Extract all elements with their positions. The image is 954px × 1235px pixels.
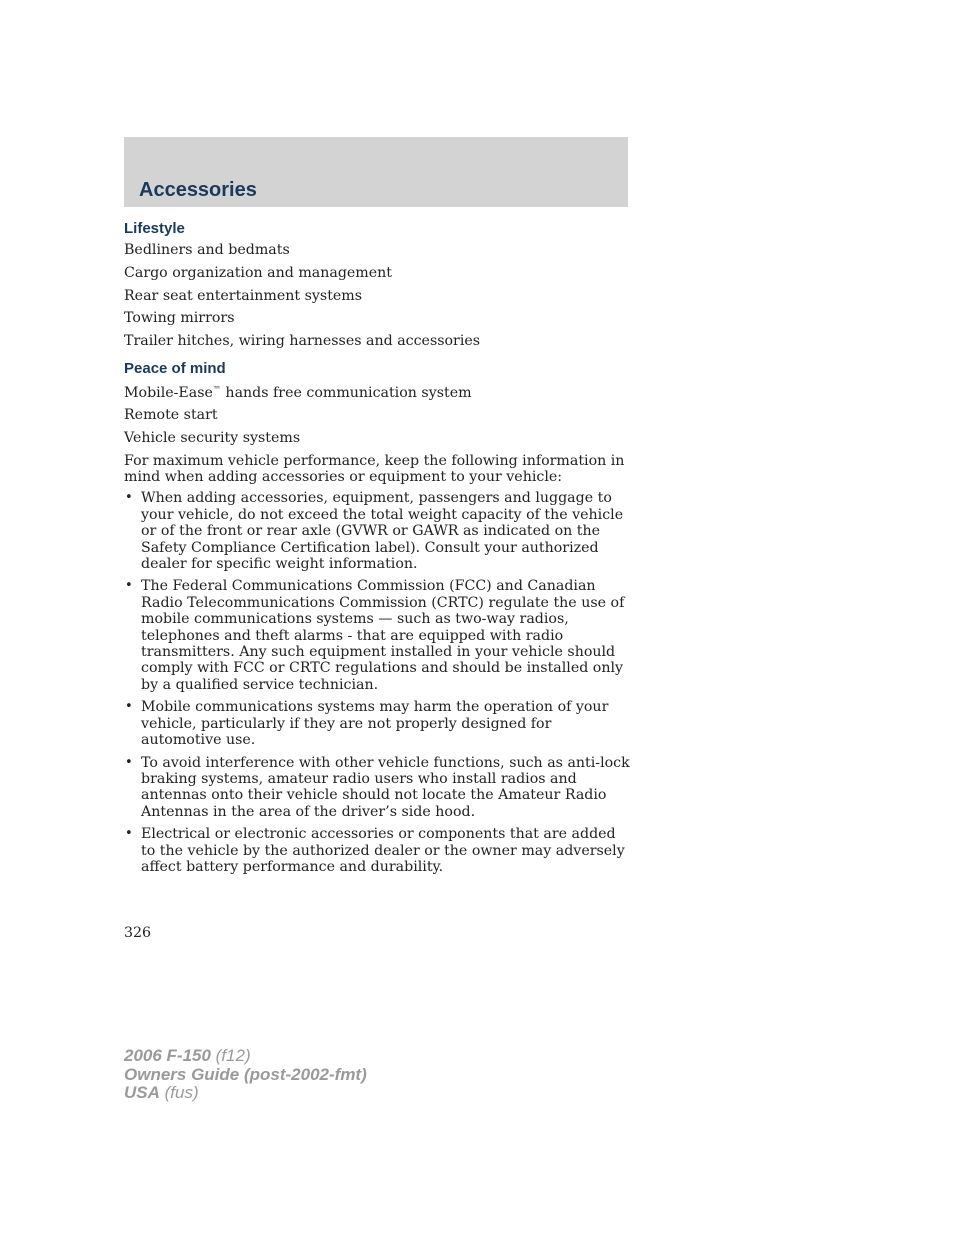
bullet-icon: •: [125, 754, 133, 770]
lifestyle-item: Rear seat entertainment systems: [124, 287, 363, 304]
peace-of-mind-heading: Peace of mind: [124, 359, 226, 377]
lifestyle-item: Trailer hitches, wiring harnesses and accessories: [124, 333, 481, 350]
bullet-text: Mobile communications systems may harm the operation of your vehicle, particularly if they are not properly designed for automotive use.: [141, 699, 609, 749]
bullet-icon: •: [125, 826, 133, 842]
footer-market-code: (fus): [159, 1083, 199, 1102]
bullet-icon: •: [125, 490, 133, 506]
bullet-item: [124, 490, 630, 572]
bullet-icon: •: [125, 699, 133, 715]
bullet-item: [124, 578, 630, 693]
bullet-list: [124, 490, 630, 875]
bullet-text: The Federal Communications Commission (FCC) and Canadian Radio Telecommunications Commission (CRTC) regulate the use of mobile communications systems — such as two-way radios, telephones and theft alarms - that are equipped with radio transmitters. Any such equipment installed in your vehicle should comply with FCC or CRTC regulations and should be installed only by a qualified service technician.: [141, 578, 625, 693]
mobile-ease-description: hands free communication system: [220, 384, 472, 401]
lifestyle-item: Towing mirrors: [124, 310, 235, 327]
lifestyle-item: Bedliners and bedmats: [124, 242, 290, 258]
peace-of-mind-item: Remote start: [124, 407, 218, 424]
bullet-item: [124, 699, 630, 748]
bullet-item: [124, 755, 630, 821]
lifestyle-list: [124, 242, 630, 350]
peace-of-mind-item: [124, 382, 630, 401]
intro-paragraph: For maximum vehicle performance, keep the following information in mind when adding accessories or equipment to your vehicle:: [124, 452, 625, 485]
peace-of-mind-item: Vehicle security systems: [124, 430, 301, 447]
bullet-text: To avoid interference with other vehicle functions, such as anti-lock braking systems, amateur radio users who install radios and antennas onto their vehicle should not locate the Amateur Radio Antennas in the area of the driver’s side hood.: [141, 754, 630, 820]
section-title: Accessories: [139, 179, 257, 201]
bullet-item: [124, 826, 630, 875]
bullet-icon: •: [125, 578, 133, 594]
footer-model-code: (f12): [210, 1046, 251, 1065]
peace-of-mind-list: [124, 382, 630, 447]
footer-model: 2006 F-150: [124, 1046, 211, 1065]
trademark-mark: ™: [212, 384, 221, 394]
bullet-text: Electrical or electronic accessories or components that are added to the vehicle by the authorized dealer or the owner may adversely affect battery performance and durability.: [141, 826, 625, 875]
page-number: 326: [124, 925, 152, 941]
footer-market: USA: [124, 1083, 160, 1102]
document-footer: [124, 1047, 367, 1103]
footer-line-model: [124, 1047, 367, 1066]
bullet-text: When adding accessories, equipment, passengers and luggage to your vehicle, do not exceed the total weight capacity of the vehicle or of the front or rear axle (GVWR or GAWR as indicated on the Safety Compliance Certification label). Consult your authorized dealer for specific weight information.: [141, 490, 624, 573]
footer-line-market: [124, 1084, 367, 1103]
lifestyle-item: Cargo organization and management: [124, 264, 392, 281]
footer-guide: Owners Guide (post-2002-fmt): [124, 1064, 367, 1084]
page-content: [124, 220, 630, 875]
footer-line-guide: [124, 1066, 367, 1085]
mobile-ease-name: Mobile-Ease: [124, 384, 213, 401]
lifestyle-heading: Lifestyle: [124, 220, 185, 237]
section-header-bar: [124, 137, 628, 207]
